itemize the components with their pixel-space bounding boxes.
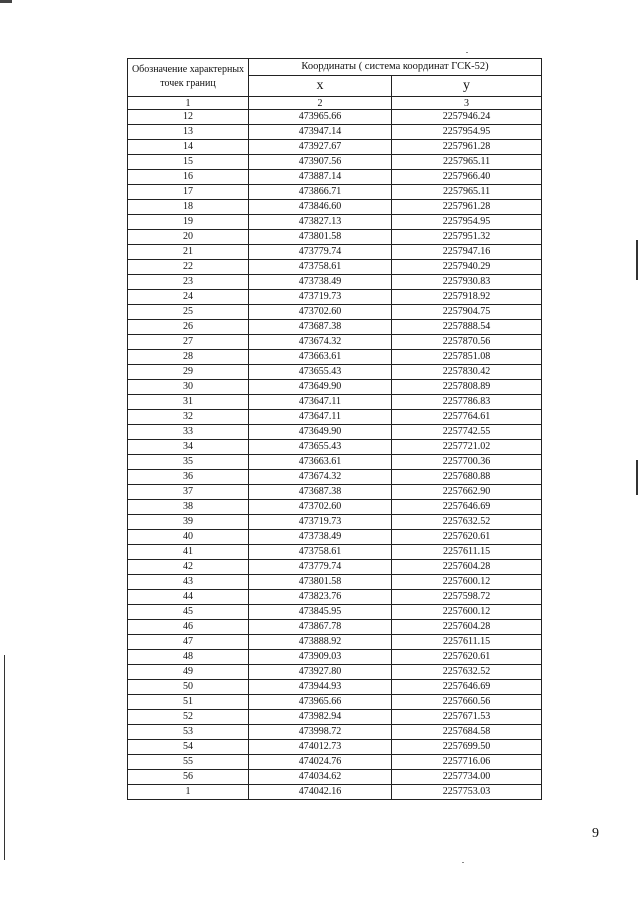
table-row [128,275,542,290]
y-coordinate-cell: 2257684.58 [392,725,542,740]
table-row [128,545,542,560]
table-row [128,380,542,395]
table-row [128,170,542,185]
x-coordinate-cell: 473827.13 [249,215,392,230]
y-coordinate-cell: 2257598.72 [392,590,542,605]
x-coordinate-cell: 473907.56 [249,155,392,170]
point-number-cell: 13 [128,125,249,140]
y-coordinate-cell: 2257632.52 [392,515,542,530]
table-row [128,410,542,425]
table-row [128,260,542,275]
y-coordinate-cell: 2257734.00 [392,770,542,785]
point-number-cell: 24 [128,290,249,305]
x-coordinate-cell: 473888.92 [249,635,392,650]
y-coordinate-cell: 2257646.69 [392,680,542,695]
y-coordinate-cell: 2257742.55 [392,425,542,440]
scan-corner-mark [0,0,12,3]
point-number-cell: 21 [128,245,249,260]
x-coordinate-cell: 473779.74 [249,245,392,260]
coordinates-table [127,58,542,800]
point-number-cell: 32 [128,410,249,425]
y-coordinate-cell: 2257611.15 [392,635,542,650]
y-coordinate-cell: 2257600.12 [392,575,542,590]
x-coordinate-cell: 473702.60 [249,500,392,515]
table-row [128,440,542,455]
point-number-cell: 14 [128,140,249,155]
y-coordinate-cell: 2257620.61 [392,650,542,665]
x-coordinate-cell: 473846.60 [249,200,392,215]
table-row [128,515,542,530]
point-number-cell: 35 [128,455,249,470]
table-row [128,320,542,335]
point-number-cell: 37 [128,485,249,500]
point-number-cell: 22 [128,260,249,275]
point-number-cell: 50 [128,680,249,695]
table-row [128,245,542,260]
x-coordinate-cell: 473801.58 [249,575,392,590]
x-coordinate-cell: 473779.74 [249,560,392,575]
x-coordinate-cell: 473663.61 [249,350,392,365]
point-number-cell: 36 [128,470,249,485]
table-row [128,785,542,800]
table-row [128,230,542,245]
x-coordinate-cell: 473909.03 [249,650,392,665]
table-row [128,215,542,230]
y-coordinate-cell: 2257716.06 [392,755,542,770]
y-coordinate-cell: 2257764.61 [392,410,542,425]
point-number-cell: 30 [128,380,249,395]
x-coordinate-cell: 473719.73 [249,290,392,305]
point-number-cell: 28 [128,350,249,365]
table-row [128,740,542,755]
x-coordinate-cell: 473674.32 [249,335,392,350]
y-coordinate-cell: 2257700.36 [392,455,542,470]
y-coordinate-cell: 2257680.88 [392,470,542,485]
x-coordinate-cell: 473655.43 [249,440,392,455]
point-number-cell: 42 [128,560,249,575]
y-coordinate-cell: 2257904.75 [392,305,542,320]
x-coordinate-cell: 473738.49 [249,275,392,290]
y-coordinate-cell: 2257753.03 [392,785,542,800]
point-number-cell: 39 [128,515,249,530]
table-row [128,500,542,515]
point-number-cell: 47 [128,635,249,650]
table-row [128,695,542,710]
table-row [128,455,542,470]
y-coordinate-cell: 2257851.08 [392,350,542,365]
column-number: 1 [128,97,249,110]
point-number-cell: 15 [128,155,249,170]
point-number-cell: 1 [128,785,249,800]
page-number: 9 [592,826,599,841]
point-number-cell: 23 [128,275,249,290]
y-coordinate-cell: 2257947.16 [392,245,542,260]
y-coordinate-cell: 2257965.11 [392,155,542,170]
table-row [128,650,542,665]
x-coordinate-cell: 473687.38 [249,320,392,335]
x-coordinate-cell: 473982.94 [249,710,392,725]
point-number-cell: 41 [128,545,249,560]
table-row [128,620,542,635]
column-number: 2 [249,97,392,110]
point-number-cell: 26 [128,320,249,335]
x-coordinate-cell: 473674.32 [249,470,392,485]
point-number-cell: 16 [128,170,249,185]
point-number-cell: 33 [128,425,249,440]
y-coordinate-cell: 2257940.29 [392,260,542,275]
x-coordinate-cell: 473927.67 [249,140,392,155]
point-number-cell: 44 [128,590,249,605]
point-number-cell: 43 [128,575,249,590]
x-coordinate-cell: 473845.95 [249,605,392,620]
table-row [128,530,542,545]
point-number-cell: 25 [128,305,249,320]
y-coordinate-cell: 2257954.95 [392,215,542,230]
x-coordinate-cell: 473927.80 [249,665,392,680]
x-coordinate-cell: 473647.11 [249,395,392,410]
table-row [128,290,542,305]
scan-speck [462,862,464,863]
table-row [128,365,542,380]
x-coordinate-cell: 473998.72 [249,725,392,740]
point-number-cell: 46 [128,620,249,635]
y-coordinate-cell: 2257965.11 [392,185,542,200]
y-coordinate-cell: 2257888.54 [392,320,542,335]
table-row [128,470,542,485]
point-number-cell: 34 [128,440,249,455]
point-number-cell: 17 [128,185,249,200]
x-coordinate-cell: 474012.73 [249,740,392,755]
x-coordinate-cell: 473687.38 [249,485,392,500]
x-coordinate-cell: 473947.14 [249,125,392,140]
point-number-cell: 48 [128,650,249,665]
point-number-cell: 27 [128,335,249,350]
x-coordinate-cell: 473663.61 [249,455,392,470]
y-coordinate-cell: 2257600.12 [392,605,542,620]
y-coordinate-cell: 2257870.56 [392,335,542,350]
table-row [128,605,542,620]
table-row [128,155,542,170]
x-coordinate-cell: 473655.43 [249,365,392,380]
table-row [128,200,542,215]
x-coordinate-cell: 473758.61 [249,260,392,275]
y-coordinate-cell: 2257951.32 [392,230,542,245]
y-coordinate-cell: 2257671.53 [392,710,542,725]
table-row [128,485,542,500]
point-number-cell: 19 [128,215,249,230]
table-row [128,395,542,410]
x-coordinate-cell: 473944.93 [249,680,392,695]
x-coordinate-cell: 473649.90 [249,380,392,395]
x-coordinate-cell: 473823.76 [249,590,392,605]
x-coordinate-cell: 473887.14 [249,170,392,185]
y-coordinate-cell: 2257604.28 [392,560,542,575]
point-number-cell: 31 [128,395,249,410]
point-number-cell: 49 [128,665,249,680]
scan-speck [466,52,468,53]
point-number-cell: 52 [128,710,249,725]
point-number-cell: 45 [128,605,249,620]
point-number-cell: 20 [128,230,249,245]
x-coordinate-cell: 474024.76 [249,755,392,770]
point-number-cell: 18 [128,200,249,215]
point-number-cell: 12 [128,110,249,125]
table-row [128,680,542,695]
y-coordinate-cell: 2257918.92 [392,290,542,305]
table-row [128,425,542,440]
point-number-cell: 54 [128,740,249,755]
x-coordinate-cell: 473965.66 [249,695,392,710]
table-row [128,335,542,350]
x-coordinate-cell: 473801.58 [249,230,392,245]
point-number-cell: 38 [128,500,249,515]
y-coordinate-cell: 2257961.28 [392,140,542,155]
column-number: 3 [392,97,542,110]
y-coordinate-cell: 2257620.61 [392,530,542,545]
table-row [128,590,542,605]
y-coordinate-cell: 2257604.28 [392,620,542,635]
x-coordinate-cell: 473866.71 [249,185,392,200]
y-coordinate-cell: 2257786.83 [392,395,542,410]
y-coordinate-cell: 2257930.83 [392,275,542,290]
x-coordinate-cell: 474034.62 [249,770,392,785]
y-coordinate-cell: 2257611.15 [392,545,542,560]
table-row [128,140,542,155]
y-coordinate-cell: 2257660.56 [392,695,542,710]
y-coordinate-cell: 2257632.52 [392,665,542,680]
x-coordinate-cell: 473719.73 [249,515,392,530]
y-coordinate-cell: 2257961.28 [392,200,542,215]
x-coordinate-cell: 473738.49 [249,530,392,545]
designation-header: Обозначение характерных точек границ [128,59,249,97]
y-coordinate-cell: 2257830.42 [392,365,542,380]
table-row [128,560,542,575]
table-row [128,125,542,140]
coordinates-header: Координаты ( система координат ГСК-52) [249,59,542,76]
table-row [128,725,542,740]
x-coordinate-cell: 474042.16 [249,785,392,800]
y-coordinate-cell: 2257721.02 [392,440,542,455]
y-coordinate-cell: 2257646.69 [392,500,542,515]
table-row [128,185,542,200]
table-row [128,710,542,725]
y-coordinate-cell: 2257808.89 [392,380,542,395]
point-number-cell: 29 [128,365,249,380]
point-number-cell: 40 [128,530,249,545]
x-coordinate-cell: 473702.60 [249,305,392,320]
table-row [128,350,542,365]
point-number-cell: 56 [128,770,249,785]
y-coordinate-cell: 2257966.40 [392,170,542,185]
table-row [128,665,542,680]
table-row [128,770,542,785]
x-header: x [249,76,392,97]
x-coordinate-cell: 473965.66 [249,110,392,125]
table-row [128,110,542,125]
point-number-cell: 53 [128,725,249,740]
scan-edge-mark [636,460,638,495]
y-coordinate-cell: 2257662.90 [392,485,542,500]
y-coordinate-cell: 2257946.24 [392,110,542,125]
table-row [128,575,542,590]
table-row [128,755,542,770]
table-row [128,635,542,650]
point-number-cell: 51 [128,695,249,710]
scan-edge-mark [636,240,638,280]
table-row [128,305,542,320]
point-number-cell: 55 [128,755,249,770]
x-coordinate-cell: 473649.90 [249,425,392,440]
x-coordinate-cell: 473647.11 [249,410,392,425]
x-coordinate-cell: 473758.61 [249,545,392,560]
y-coordinate-cell: 2257954.95 [392,125,542,140]
y-header: у [392,76,542,97]
x-coordinate-cell: 473867.78 [249,620,392,635]
scan-margin-line [4,655,5,860]
y-coordinate-cell: 2257699.50 [392,740,542,755]
